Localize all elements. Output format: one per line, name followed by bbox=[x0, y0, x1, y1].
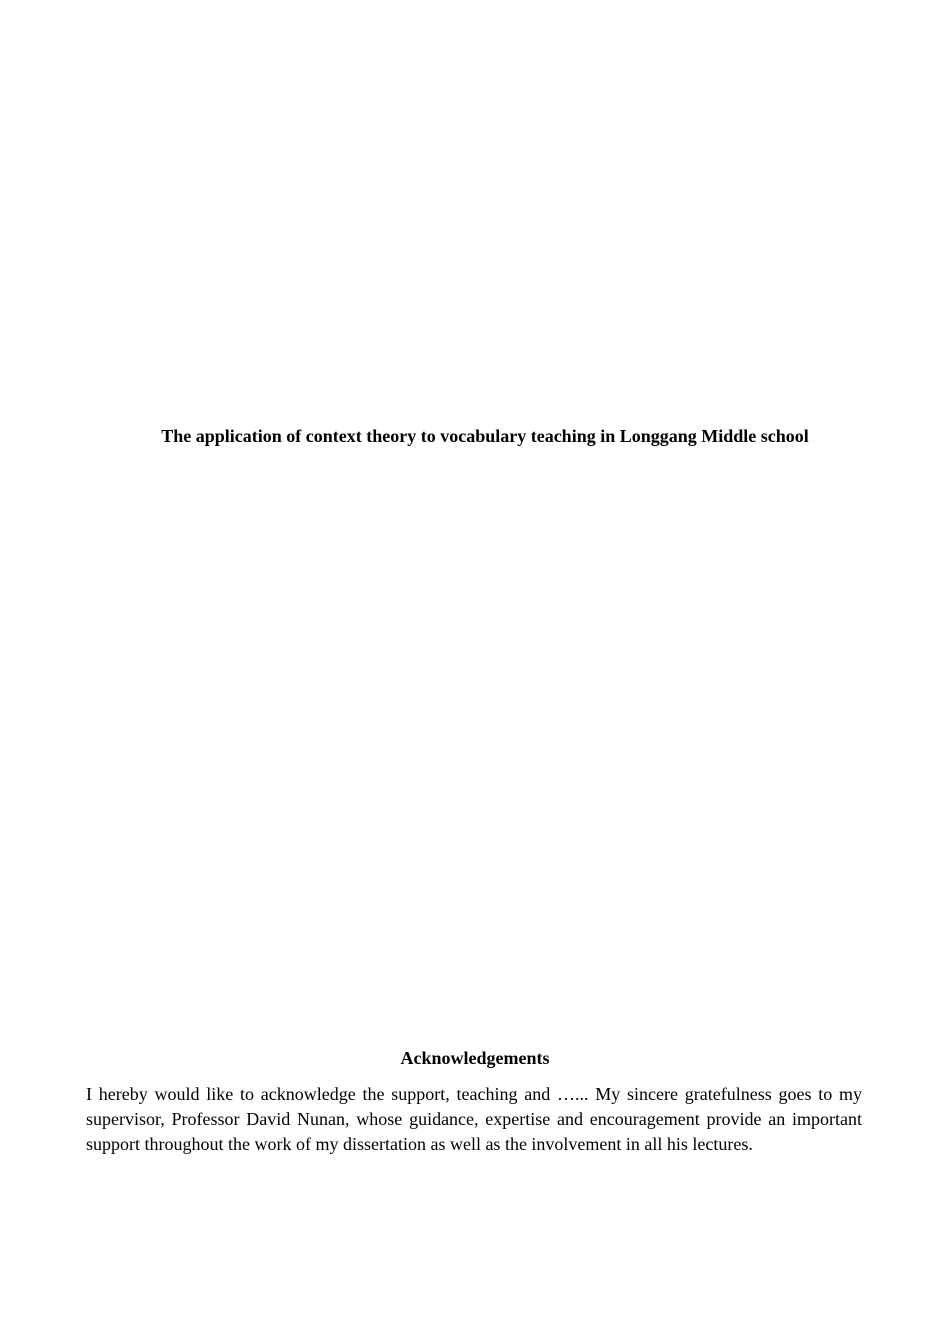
acknowledgements-paragraph: I hereby would like to acknowledge the support, teaching and …... My sincere gratefulness goes to my supervisor, Professor David Nunan, whose guidance, expertise and encouragement provide an important support throughout the work of my dissertation as well as the involvement in all his lectures. bbox=[86, 1084, 862, 1154]
document-title: The application of context theory to vocabulary teaching in Longgang Middle school bbox=[161, 426, 809, 446]
acknowledgements-heading: Acknowledgements bbox=[400, 1048, 550, 1068]
